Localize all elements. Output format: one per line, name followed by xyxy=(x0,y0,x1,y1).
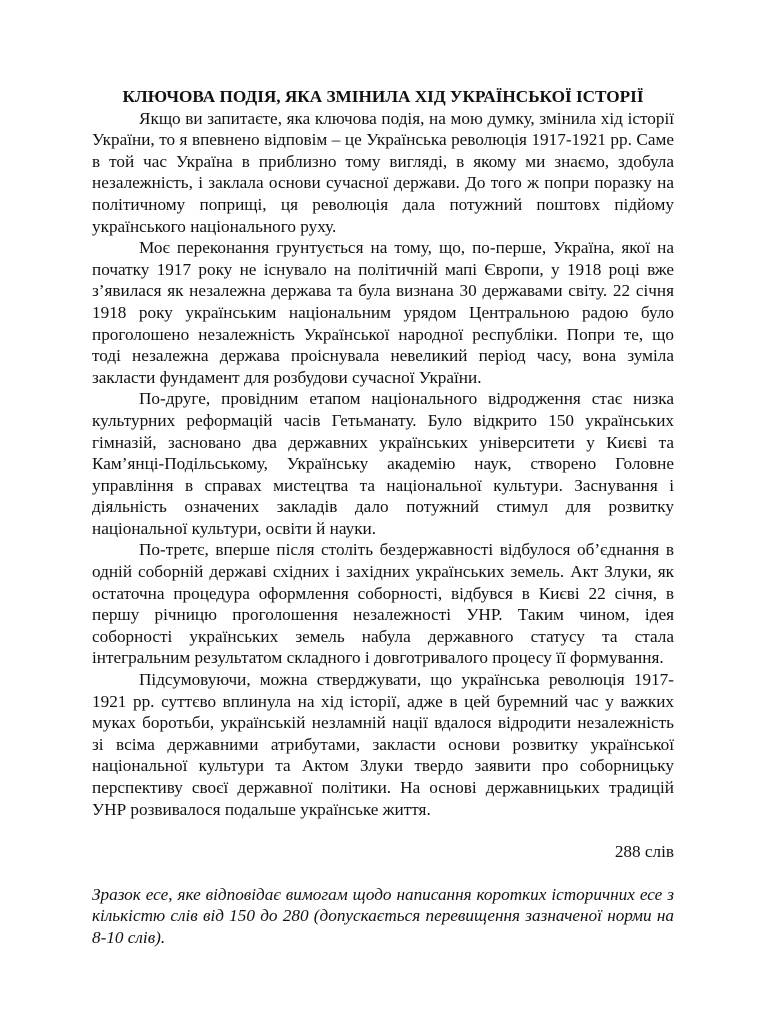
word-count: 288 слів xyxy=(614,842,674,862)
paragraph-first-argument: Моє переконання грунтується на тому, що, по-перше, Україна, якої на початку 1917 року не існувало на політичній мапі Європи, у 1918 році вже з’явилася як незалежна держава та була визнана 30 державами світу. 22 січня 1918 року українським національним урядом Центральною радою було проголошено незалежність Української народної республіки. Попри те, що тоді незалежна держава проіснувала невеликий період часу, вона зуміла закласти фундамент для розбудови сучасної України. xyxy=(92,238,674,387)
paragraph-intro: Якщо ви запитаєте, яка ключова подія, на мою думку, змінила хід історії України, то я впевнено відповім – це Українська революція 1917-1921 рр. Саме в той час Україна в приблизно тому вигляді, в якому ми знаємо, здобула незалежність, і заклала основи сучасної держави. До того ж попри поразку на політичному поприщі, ця революція дала потужний поштовх підйому українського національного руху. xyxy=(92,108,674,236)
paragraph-conclusion: Підсумовуючи, можна стверджувати, що українська революція 1917-1921 рр. суттєво вплинула на хід історії, адже в цей буремний час у важких муках боротьби, українській незламній нації вдалося відродити незалежність зі всіма державними атрибутами, закласти основи розвитку української національної культури та Актом Злуки твердо заявити про соборницьку перспективу своєї державної політики. На основі державницьких традицій УНР розвивалося подальше українське життя. xyxy=(92,670,674,819)
page-title: КЛЮЧОВА ПОДІЯ, ЯКА ЗМІНИЛА ХІД УКРАЇНСЬКОЇ ІСТОРІЇ xyxy=(122,87,644,106)
document-page xyxy=(92,86,674,949)
paragraph-second-argument: По-друге, провідним етапом національного відродження стає низка культурних реформацій часів Гетьманату. Було відкрито 150 українських гімназій, засновано два державних українських університети у Києві та Кам’янці-Подільському, Українську академію наук, створено Головне управління в справах мистецтва та національної культури. Заснування і діяльність означених закладів дало потужний стимул для розвитку національної культури, освіти й науки. xyxy=(92,389,674,538)
sample-note: Зразок есе, яке відповідає вимогам щодо написання коротких історичних есе з кількістю слів від 150 до 280 (допускається перевищення зазначеної норми на 8-10 слів). xyxy=(92,884,674,947)
paragraph-third-argument: По-третє, вперше після століть бездержавності відбулося об’єднання в одній соборній державі східних і західних українських земель. Акт Злуки, як остаточна процедура оформлення соборності, відбувся в Києві 22 січня, в першу річницю проголошення незалежності УНР. Таким чином, ідея соборності українських земель набула державного статусу та стала інтегральним результатом складного і довготривалого процесу її формування. xyxy=(92,540,674,668)
